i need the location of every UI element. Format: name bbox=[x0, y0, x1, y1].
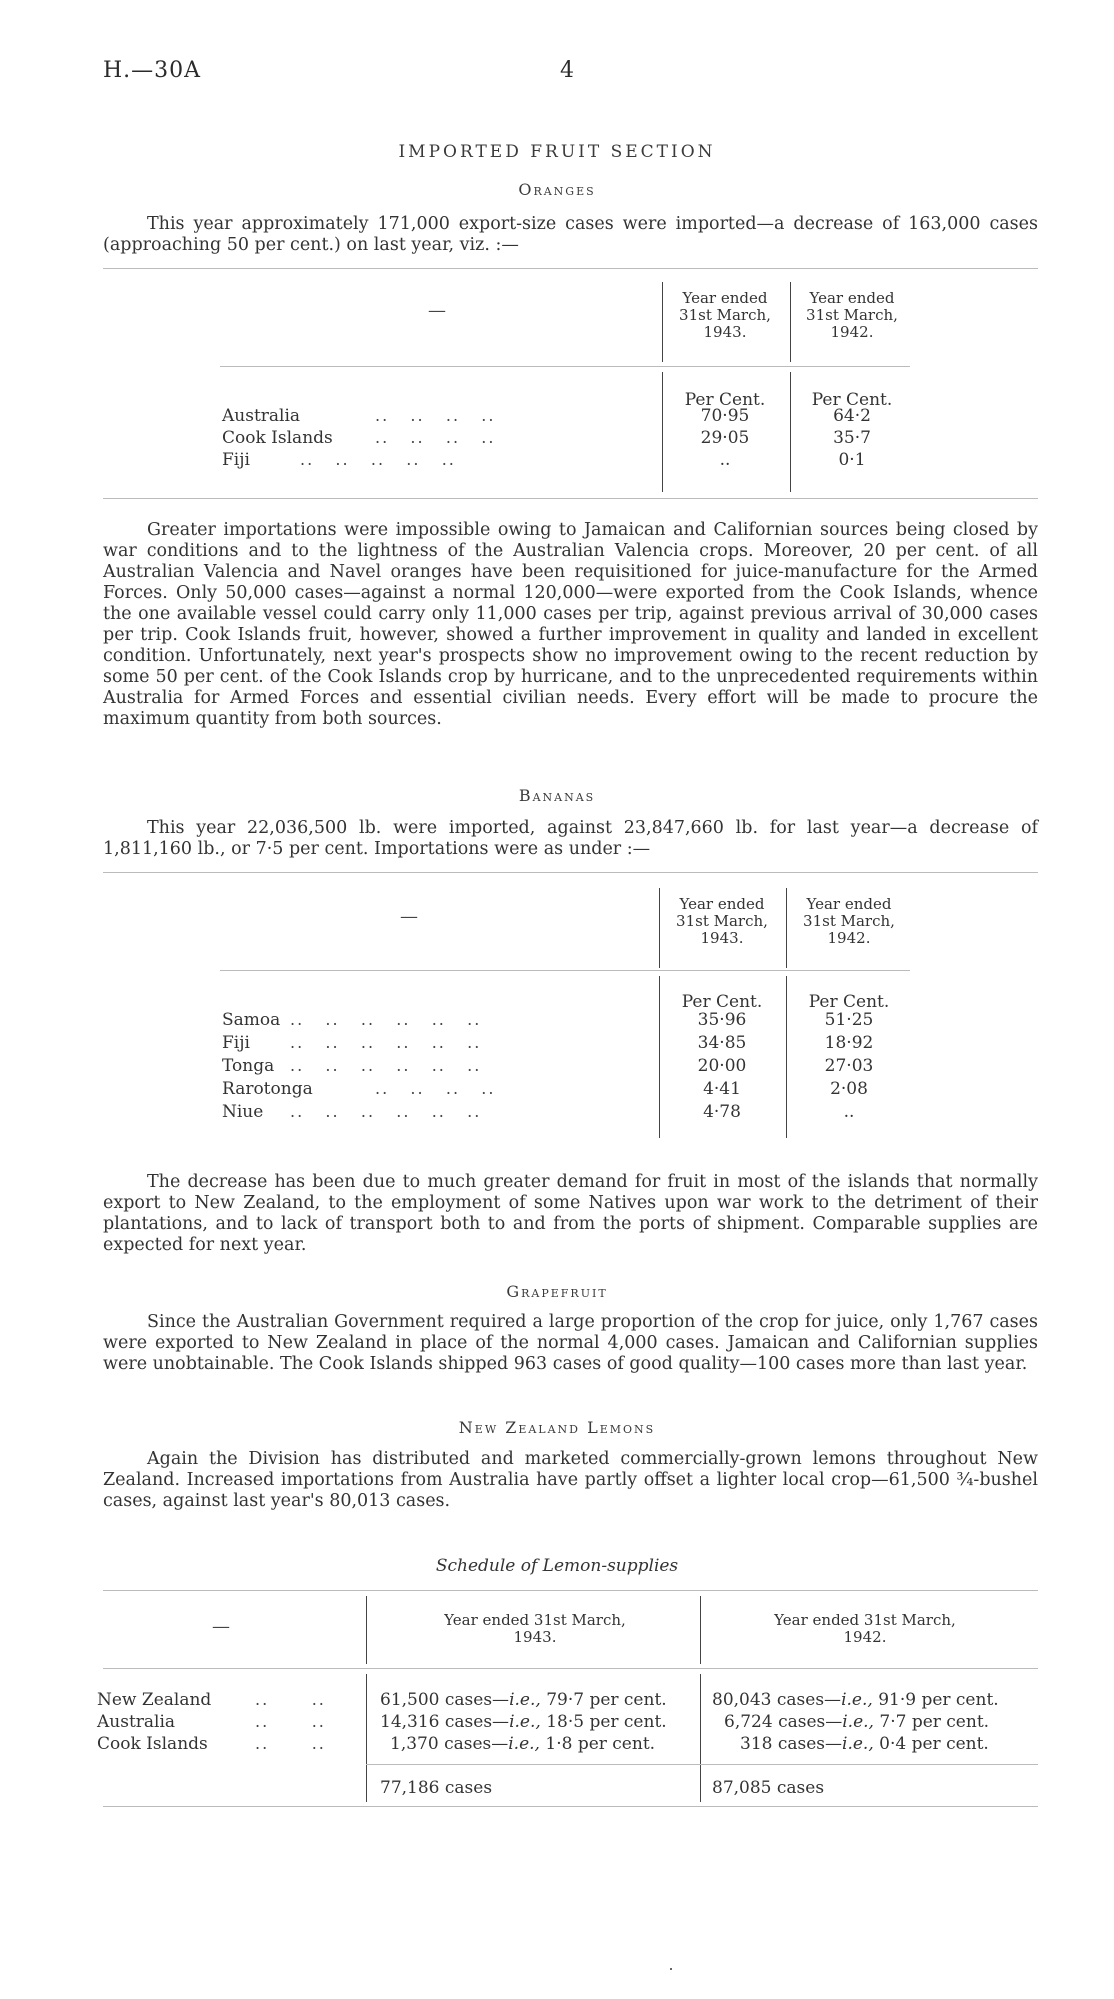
col-header-1943: Year ended 31st March, 1943. bbox=[444, 1611, 626, 1646]
lemons-text: Again the Division has distributed and marketed commercially-grown lemons throughout New Zealand. Increased importations from Australia have partly offset a lighter local crop—61,500 ¾-bushel cases, against last year's 80,013 cases. bbox=[103, 1449, 1038, 1511]
row-label: New Zealand bbox=[97, 1690, 212, 1710]
leader-dots: .. .. .. .. bbox=[375, 428, 496, 447]
table-cell: 29·05 bbox=[700, 428, 750, 448]
col-header-1943: Year ended 31st March, 1943. bbox=[676, 895, 768, 947]
unit-label: Per Cent. bbox=[681, 992, 763, 1012]
row-label: Rarotonga bbox=[222, 1079, 313, 1099]
table-rule bbox=[103, 268, 1038, 269]
leader-dots: .. .. .. .. .. .. bbox=[290, 1056, 482, 1075]
table-cell: 4·78 bbox=[703, 1102, 741, 1122]
table-cell: 34·85 bbox=[697, 1033, 747, 1053]
table-cell: 2·08 bbox=[830, 1079, 868, 1099]
row-label: Fiji bbox=[222, 450, 250, 470]
supply-cell-1942: 318 cases—i.e., 0·4 per cent. bbox=[740, 1734, 989, 1754]
oranges-discussion: Greater importations were impossible owing to Jamaican and Californian sources being closed by war conditions and to the lightness of the Australian Valencia crops. Moreover, 20 per cent. of all Australian Valencia and Navel oranges have been requisitioned for juice-manufacture for the Armed Forces. Only 50,000 cases—against a normal 120,000—were exported from the Cook Islands, whence the one available vessel could carry only 11,000 cases per trip, against previous arrival of 30,000 cases per trip. Cook Islands fruit, however, showed a further improvement in quality and landed in excellent condition. Unfortunately, next year's prospects show no improvement owing to the recent reduction by some 50 per cent. of the Cook Islands crop by hurricane, and to the unprecedented requirements within Australia for Armed Forces and essential civilian needs. Every effort will be made to procure the maximum quantity from both sources. bbox=[103, 520, 1038, 729]
col-header-1943: Year ended 31st March, 1943. bbox=[679, 289, 771, 341]
col-header-1942: Year ended 31st March, 1942. bbox=[806, 289, 898, 341]
col-header-1942: Year ended 31st March, 1942. bbox=[774, 1611, 956, 1646]
column-divider bbox=[662, 372, 663, 492]
table-cell: 51·25 bbox=[824, 1010, 874, 1030]
leader-dots: .. .. bbox=[255, 1734, 326, 1753]
table-rule bbox=[220, 366, 910, 367]
section-title: IMPORTED FRUIT SECTION bbox=[398, 142, 716, 162]
row-label: Cook Islands bbox=[97, 1734, 208, 1754]
total-1943: 77,186 cases bbox=[380, 1778, 493, 1798]
bananas-discussion: The decrease has been due to much greater demand for fruit in most of the islands that normally export to New Zealand, to the employment of some Natives upon war work to the detriment of their plantations, and to lack of transport both to and from the ports of shipment. Comparable supplies are expected for next year. bbox=[103, 1172, 1038, 1255]
leader-dots: .. .. .. .. bbox=[375, 1079, 496, 1098]
table-corner: — bbox=[212, 1616, 230, 1637]
column-divider bbox=[790, 282, 791, 362]
unit-label: Per Cent. bbox=[811, 390, 893, 410]
supply-cell-1942: 6,724 cases—i.e., 7·7 per cent. bbox=[724, 1712, 990, 1732]
table-rule bbox=[103, 498, 1038, 499]
table-rule bbox=[103, 872, 1038, 873]
supply-cell-1943: 14,316 cases—i.e., 18·5 per cent. bbox=[380, 1712, 667, 1732]
supply-cell-1942: 80,043 cases—i.e., 91·9 per cent. bbox=[712, 1690, 999, 1710]
column-divider bbox=[700, 1596, 701, 1664]
oranges-intro: This year approximately 171,000 export-size cases were imported—a decrease of 163,000 cases (approaching 50 per cent.) on last year, viz. :— bbox=[103, 214, 1038, 255]
column-divider bbox=[659, 976, 660, 1138]
schedule-title: Schedule of Lemon-supplies bbox=[435, 1556, 679, 1576]
leader-dots: .. .. .. .. .. bbox=[300, 450, 456, 469]
table-cell: 4·41 bbox=[703, 1079, 741, 1099]
table-rule bbox=[103, 1668, 1038, 1669]
bananas-heading: Bananas bbox=[518, 786, 596, 805]
column-divider bbox=[786, 888, 787, 968]
leader-dots: .. .. .. .. bbox=[375, 406, 496, 425]
unit-label: Per Cent. bbox=[808, 992, 890, 1012]
unit-label: Per Cent. bbox=[684, 390, 766, 410]
leader-dots: .. .. .. .. .. .. bbox=[290, 1102, 482, 1121]
table-rule bbox=[220, 970, 910, 971]
row-label: Australia bbox=[222, 406, 301, 426]
grapefruit-text: Since the Australian Government required a large proportion of the crop for juice, only 1,767 cases were exported to New Zealand in place of the normal 4,000 cases. Jamaican and Californian supplies were unobtainable. The Cook Islands shipped 963 cases of good quality—100 cases more than last year. bbox=[103, 1312, 1038, 1374]
table-cell: 20·00 bbox=[697, 1056, 747, 1076]
table-cell: 27·03 bbox=[824, 1056, 874, 1076]
lemons-heading: New Zealand Lemons bbox=[458, 1418, 656, 1437]
column-divider bbox=[366, 1596, 367, 1664]
column-divider bbox=[662, 282, 663, 362]
leader-dots: .. .. .. .. .. .. bbox=[290, 1010, 482, 1029]
table-corner: — bbox=[428, 300, 446, 321]
leader-dots: .. .. bbox=[255, 1712, 326, 1731]
table-cell: 70·95 bbox=[700, 406, 750, 426]
table-cell: 64·2 bbox=[833, 406, 871, 426]
table-cell: 35·96 bbox=[697, 1010, 747, 1030]
column-divider bbox=[790, 372, 791, 492]
row-label: Cook Islands bbox=[222, 428, 333, 448]
table-cell: 35·7 bbox=[833, 428, 871, 448]
row-label: Fiji bbox=[222, 1033, 250, 1053]
bananas-intro: This year 22,036,500 lb. were imported, against 23,847,660 lb. for last year—a decrease of 1,811,160 lb., or 7·5 per cent. Importations were as under :— bbox=[103, 818, 1038, 859]
table-cell: .. bbox=[719, 450, 731, 470]
row-label: Tonga bbox=[222, 1056, 275, 1076]
supply-cell-1943: 61,500 cases—i.e., 79·7 per cent. bbox=[380, 1690, 667, 1710]
table-rule bbox=[103, 1806, 1038, 1807]
leader-dots: .. .. .. .. .. .. bbox=[290, 1033, 482, 1052]
row-label: Australia bbox=[97, 1712, 176, 1732]
table-cell: 18·92 bbox=[824, 1033, 874, 1053]
print-speck bbox=[670, 1968, 672, 1970]
leader-dots: .. .. bbox=[255, 1690, 326, 1709]
table-corner: — bbox=[400, 906, 418, 927]
column-divider bbox=[700, 1674, 701, 1802]
table-cell: 0·1 bbox=[838, 450, 866, 470]
row-label: Samoa bbox=[222, 1010, 281, 1030]
total-1942: 87,085 cases bbox=[712, 1778, 825, 1798]
col-header-1942: Year ended 31st March, 1942. bbox=[803, 895, 895, 947]
total-rule bbox=[366, 1764, 1038, 1765]
page-number: 4 bbox=[560, 58, 574, 83]
document-reference: H.—30A bbox=[103, 58, 202, 83]
grapefruit-heading: Grapefruit bbox=[506, 1282, 608, 1301]
column-divider bbox=[366, 1674, 367, 1802]
row-label: Niue bbox=[222, 1102, 264, 1122]
oranges-heading: Oranges bbox=[518, 180, 596, 199]
table-rule bbox=[103, 1590, 1038, 1591]
column-divider bbox=[659, 888, 660, 968]
supply-cell-1943: 1,370 cases—i.e., 1·8 per cent. bbox=[390, 1734, 656, 1754]
table-cell: .. bbox=[843, 1102, 855, 1122]
column-divider bbox=[786, 976, 787, 1138]
